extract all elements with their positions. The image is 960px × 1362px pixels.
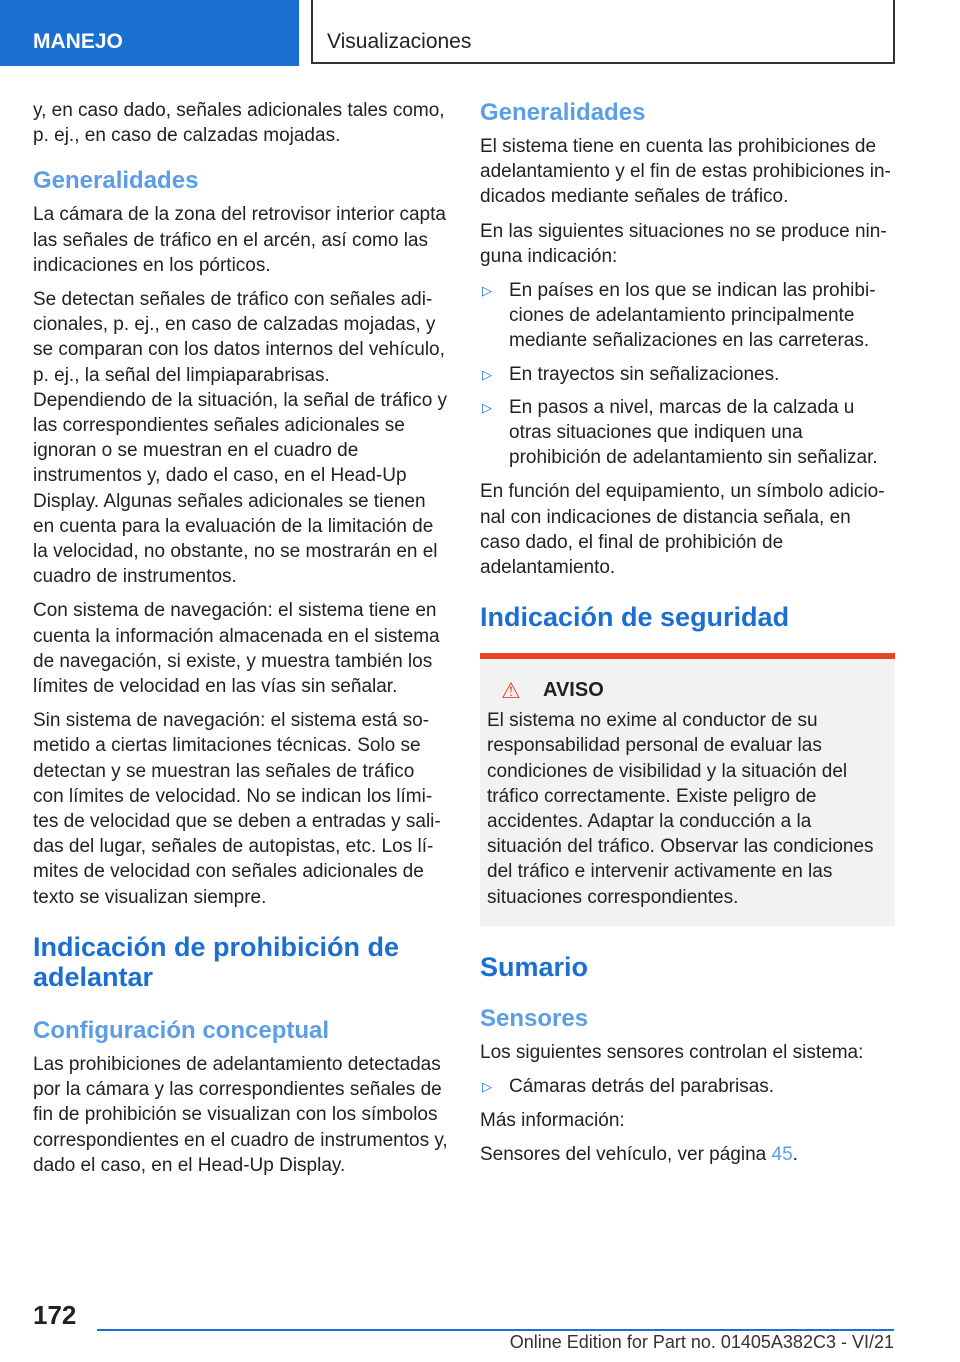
warning-text: El sistema no exime al conductor de su responsabilidad personal de evaluar las condiciones de visibilidad y la situación del tráfico correctamente. Existe peligro de accidentes. Adaptar la conducción a la situación del tráfico. Observar las condiciones del tráfico e intervenir activamente en las situaciones correspondientes.	[487, 710, 874, 908]
right-column	[480, 98, 895, 1177]
heading-seguridad: Indicación de seguridad	[480, 602, 790, 633]
paragraph: En las siguientes situaciones no se produce ninguna indicación:	[480, 220, 887, 267]
paragraph: Más información:	[480, 1110, 625, 1132]
section-tab	[0, 0, 299, 66]
paragraph: La cámara de la zona del retrovisor interior capta las señales de tráfico en el arcén, así como las indicaciones en los pórticos.	[33, 204, 446, 276]
left-column	[33, 98, 448, 1187]
warning-triangle-icon: ⚠	[501, 677, 521, 703]
heading-generalidades: Generalidades	[480, 99, 646, 126]
heading-sumario: Sumario	[480, 951, 589, 982]
list-item: ▷ En pasos a nivel, marcas de la calzada u otras situaciones que indiquen una prohibición de adelantamiento sin señalizar.	[482, 396, 878, 469]
triangle-right-outline-icon: ▷	[482, 1079, 492, 1095]
paragraph: En función del equipamiento, un símbolo adicional con indicaciones de distancia señala, en caso dado, el final de prohibición de adelantamiento.	[480, 481, 885, 579]
list-item: ▷ En países en los que se indican las prohibiciones de adelantamiento principalmente mediante señalizaciones en las carreteras.	[482, 280, 876, 352]
section-label: MANEJO	[33, 30, 123, 53]
page-link[interactable]: 45	[771, 1144, 793, 1166]
paragraph: Los siguientes sensores controlan el sistema:	[480, 1041, 864, 1063]
list-item: ▷ Cámaras detrás del parabrisas.	[480, 1074, 895, 1099]
bullet-list	[480, 278, 895, 470]
paragraph: y, en caso dado, señales adicionales tales como, p. ej., en caso de calzadas mojadas.	[33, 100, 445, 147]
heading-sensores: Sensores	[480, 1004, 589, 1032]
triangle-right-outline-icon: ▷	[482, 283, 492, 299]
heading-generalidades: Generalidades	[33, 167, 199, 195]
footer-edition: Online Edition for Part no. 01405A382C3 - VI/21	[509, 1332, 894, 1352]
page-header	[311, 0, 895, 64]
warning-box	[480, 659, 895, 926]
paragraph: Las prohibiciones de adelantamiento detectadas por la cámara y las correspondientes señales de fin de prohibición se visualizan con los símbolos correspondientes en el cuadro de instrumentos y, dado el caso, en el Head-Up Display.	[33, 1053, 448, 1176]
chapter-title: Visualizaciones	[327, 30, 472, 53]
list-item: ▷ En trayectos sin señalizaciones.	[480, 362, 895, 387]
paragraph: Se detectan señales de tráfico con señales adicionales, p. ej., en caso de calzadas mojadas, y se comparan con los datos internos del vehículo, p. ej., la señal del limpiaparabrisas. Dependiendo de la situación, la señal de tráfico y las correspondientes señales adicionales se ignoran o se muestran en el cuadro de instrumentos y, dado el caso, en el Head-Up Display. Algunas señales adicionales se tienen en cuenta para la evaluación de la limitación de la velocidad, no obstante, no se mostrarán en el cuadro de instrumentos.	[33, 289, 448, 588]
paragraph: Con sistema de navegación: el sistema tiene en cuenta la información almacenada en el sistema de navegación, si existe, y muestra también los límites de velocidad en las vías sin señalar.	[33, 600, 440, 698]
paragraph: Sin sistema de navegación: el sistema está sometido a ciertas limitaciones técnicas. Solo se detectan y se muestran las señales de tráfico con límites de velocidad. No se indican los límites de velocidad que se deben a entradas y salidas del lugar, señales de autopistas, etc. Los límites de velocidad con señales adicionales de texto se visualizan siempre.	[33, 710, 441, 908]
footer-divider	[97, 1329, 894, 1331]
page-number: 172	[33, 1300, 77, 1330]
paragraph: Sensores del vehículo, ver página 45.	[480, 1144, 798, 1166]
heading-prohibicion: Indicación de prohibición de adelantar	[33, 931, 400, 992]
bullet-list	[480, 1074, 895, 1099]
warning-label: AVISO	[543, 679, 604, 702]
triangle-right-outline-icon: ▷	[482, 366, 492, 382]
warning-header	[487, 679, 887, 702]
triangle-right-outline-icon: ▷	[482, 399, 492, 415]
heading-configuracion: Configuración conceptual	[33, 1016, 330, 1044]
paragraph: El sistema tiene en cuenta las prohibiciones de adelantamiento y el fin de estas prohibiciones indicados mediante señales de tráfico.	[480, 136, 891, 208]
